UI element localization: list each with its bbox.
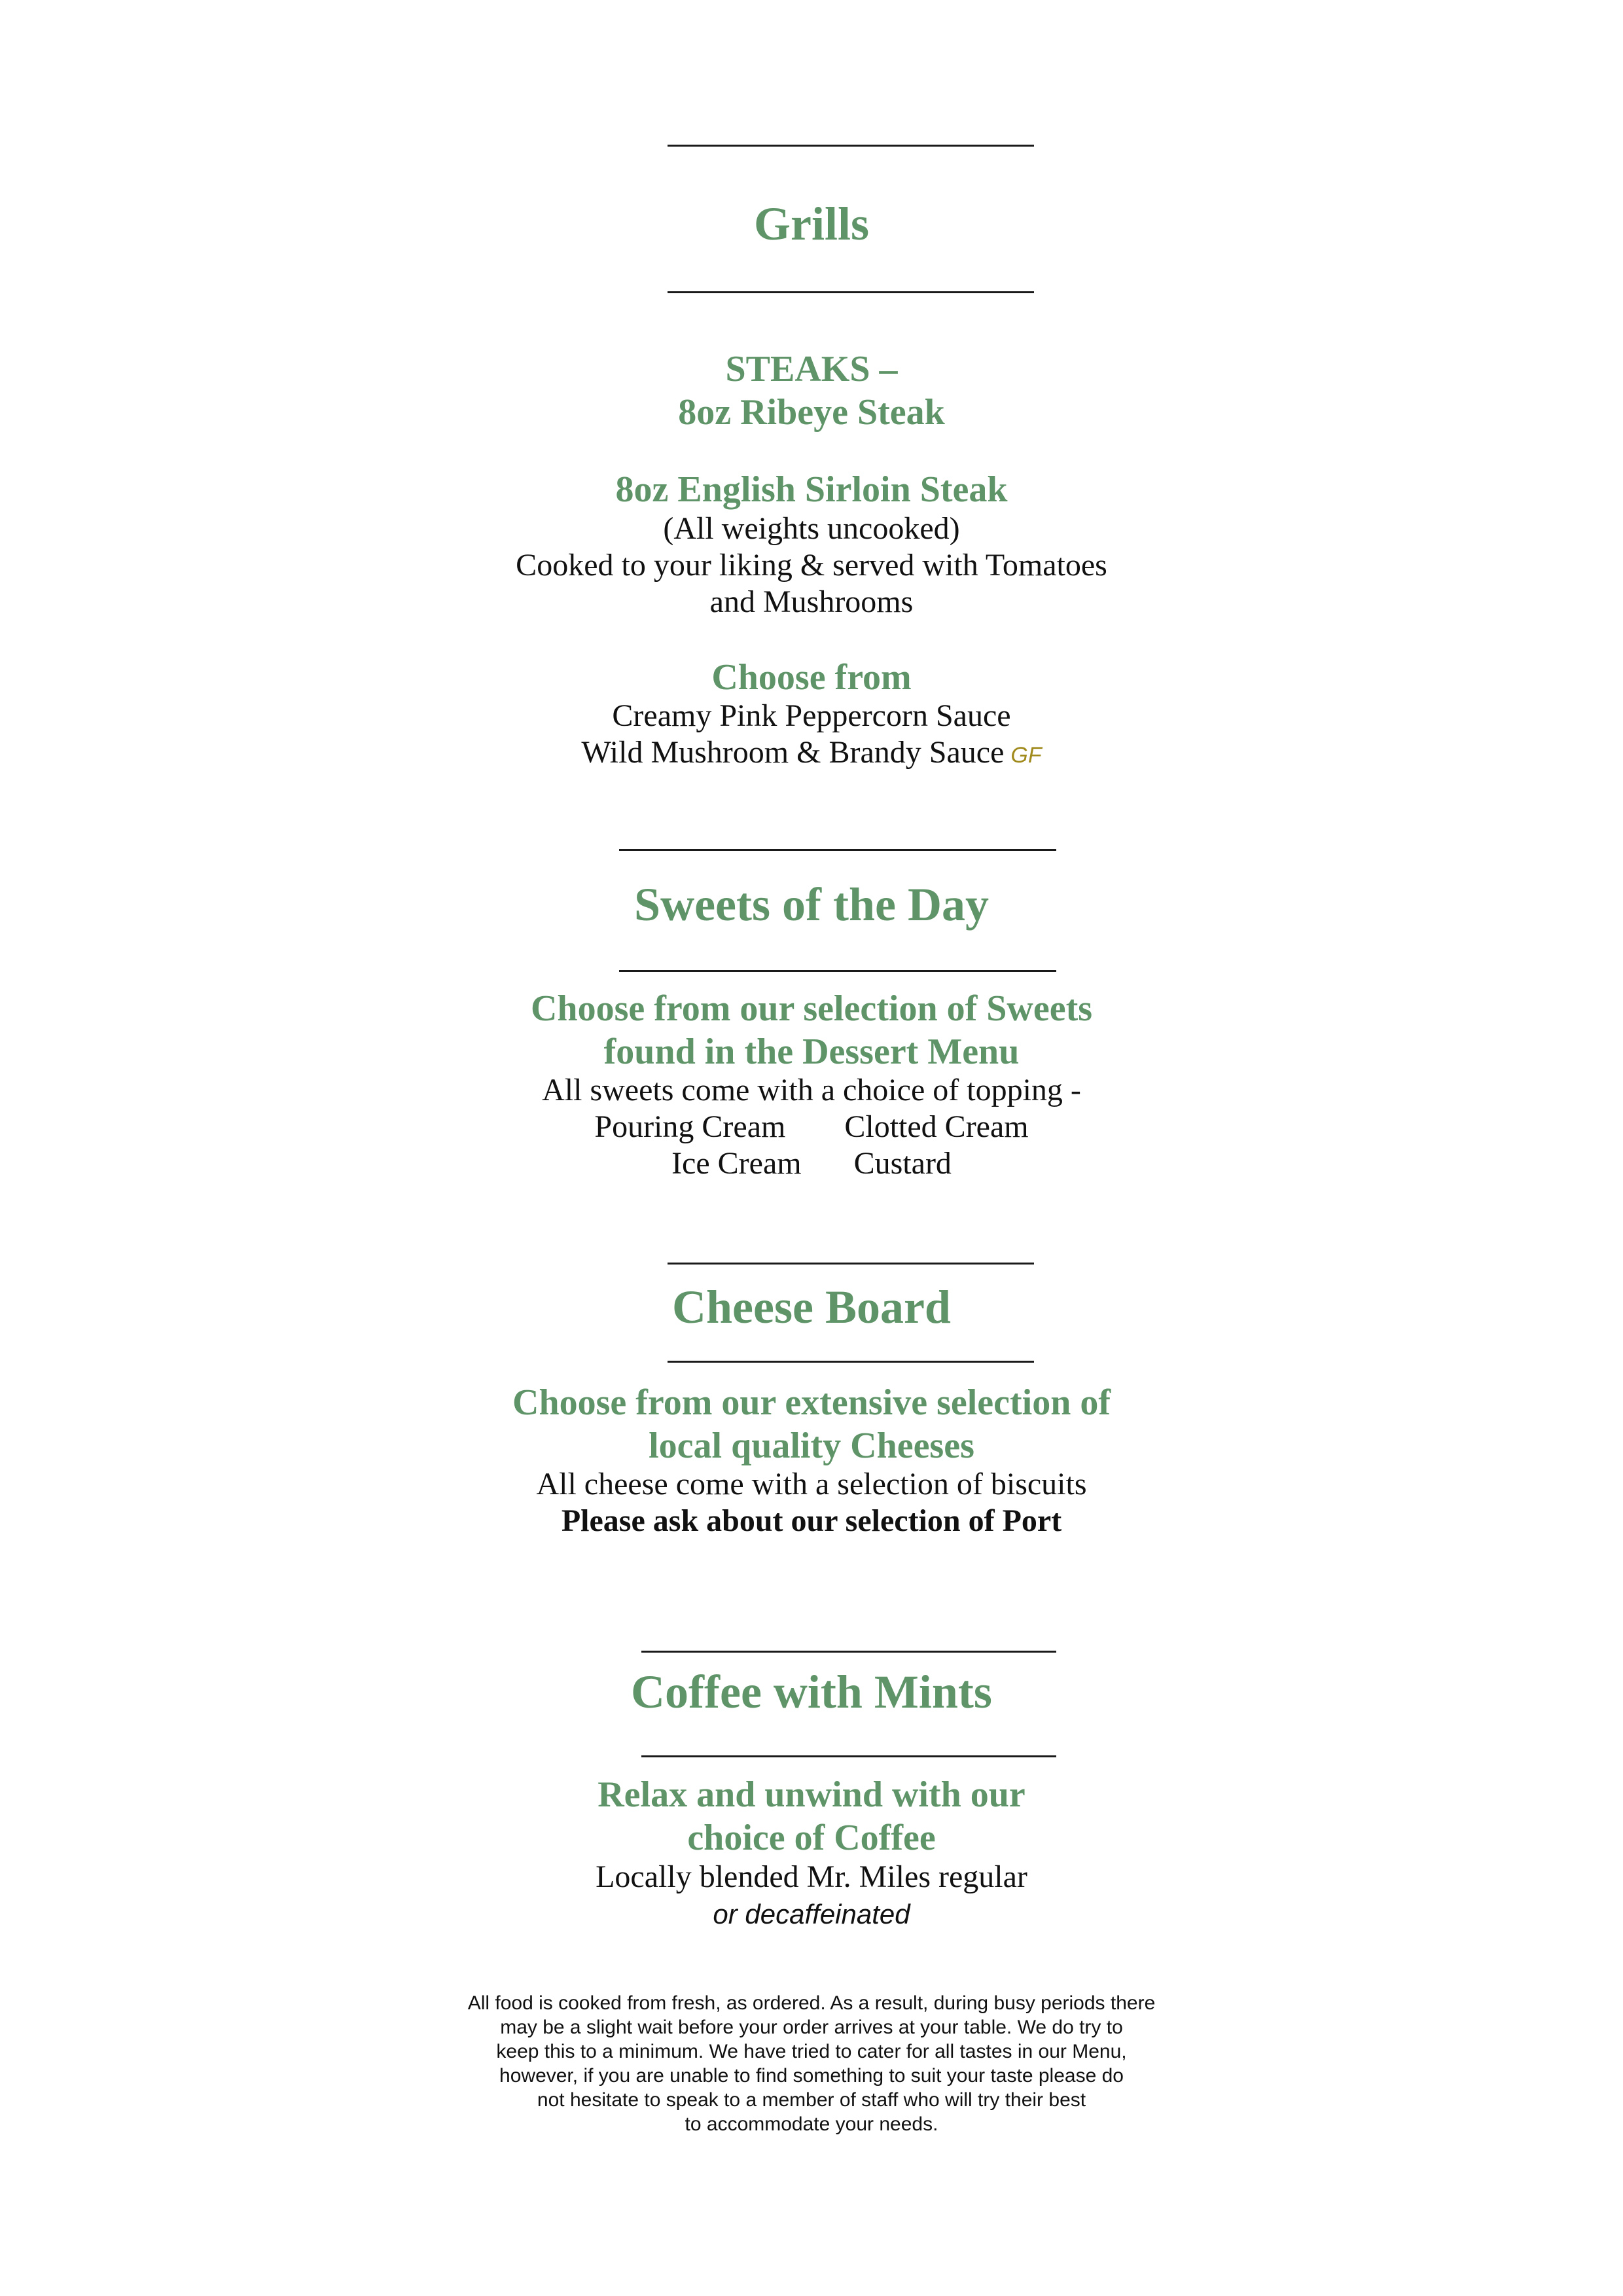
topping-item: Clotted Cream: [844, 1109, 1029, 1144]
steaks-heading: STEAKS –: [725, 349, 898, 389]
divider: [668, 291, 1034, 293]
footer-note-line: however, if you are unable to find something to suit your taste please do: [499, 2065, 1124, 2087]
coffee-subheading-line1: Relax and unwind with our: [597, 1774, 1026, 1815]
topping-item: Pouring Cream: [594, 1109, 786, 1144]
divider: [619, 849, 1056, 851]
cheese-biscuits: All cheese come with a selection of biscuits: [536, 1467, 1087, 1501]
sauce-option-2: Wild Mushroom & Brandy Sauce: [581, 735, 1005, 770]
section-title-coffee: Coffee with Mints: [631, 1666, 992, 1718]
port-note: Please ask about our selection of Port: [561, 1503, 1062, 1538]
footer-note-line: may be a slight wait before your order arrives at your table. We do try to: [500, 2017, 1123, 2038]
section-title-sweets: Sweets of the Day: [634, 878, 989, 931]
choose-from-heading: Choose from: [711, 657, 912, 698]
sauce-option-1: Creamy Pink Peppercorn Sauce: [612, 698, 1011, 733]
divider: [668, 145, 1034, 147]
footer-note-line: not hesitate to speak to a member of staff who will try their best: [537, 2089, 1086, 2111]
sweets-subheading-line2: found in the Dessert Menu: [603, 1031, 1020, 1072]
toppings-row-2: [0, 1145, 1623, 1182]
footer-note-line: All food is cooked from fresh, as ordered. As a result, during busy periods there: [467, 1992, 1156, 2014]
sirloin-steak: 8oz English Sirloin Steak: [615, 469, 1008, 510]
topping-item: Ice Cream: [671, 1146, 802, 1181]
footer-note-line: keep this to a minimum. We have tried to cater for all tastes in our Menu,: [496, 2041, 1127, 2062]
divider: [641, 1755, 1056, 1757]
gluten-free-badge: GF: [1010, 743, 1042, 768]
steak-description-line1: Cooked to your liking & served with Tomatoes: [516, 548, 1107, 583]
cheese-subheading-line2: local quality Cheeses: [649, 1426, 974, 1466]
sauce-option-2-row: [0, 734, 1623, 774]
topping-intro: All sweets come with a choice of topping -: [542, 1073, 1081, 1107]
coffee-blend: Locally blended Mr. Miles regular: [596, 1859, 1027, 1894]
divider: [668, 1263, 1034, 1265]
divider: [619, 970, 1056, 972]
steak-description-line2: and Mushrooms: [709, 584, 914, 619]
section-title-grills: Grills: [754, 198, 869, 250]
footer-note-line: to accommodate your needs.: [685, 2113, 938, 2135]
coffee-decaf: or decaffeinated: [713, 1899, 910, 1929]
sweets-subheading-line1: Choose from our selection of Sweets: [530, 988, 1093, 1029]
topping-item: Custard: [853, 1146, 952, 1181]
section-title-cheese: Cheese Board: [672, 1281, 951, 1333]
toppings-row-1: [0, 1109, 1623, 1145]
divider: [668, 1361, 1034, 1363]
cheese-subheading-line1: Choose from our extensive selection of: [512, 1382, 1111, 1423]
coffee-subheading-line2: choice of Coffee: [687, 1818, 936, 1858]
ribeye-steak: 8oz Ribeye Steak: [678, 392, 945, 433]
weights-note: (All weights uncooked): [663, 511, 960, 546]
divider: [641, 1651, 1056, 1653]
